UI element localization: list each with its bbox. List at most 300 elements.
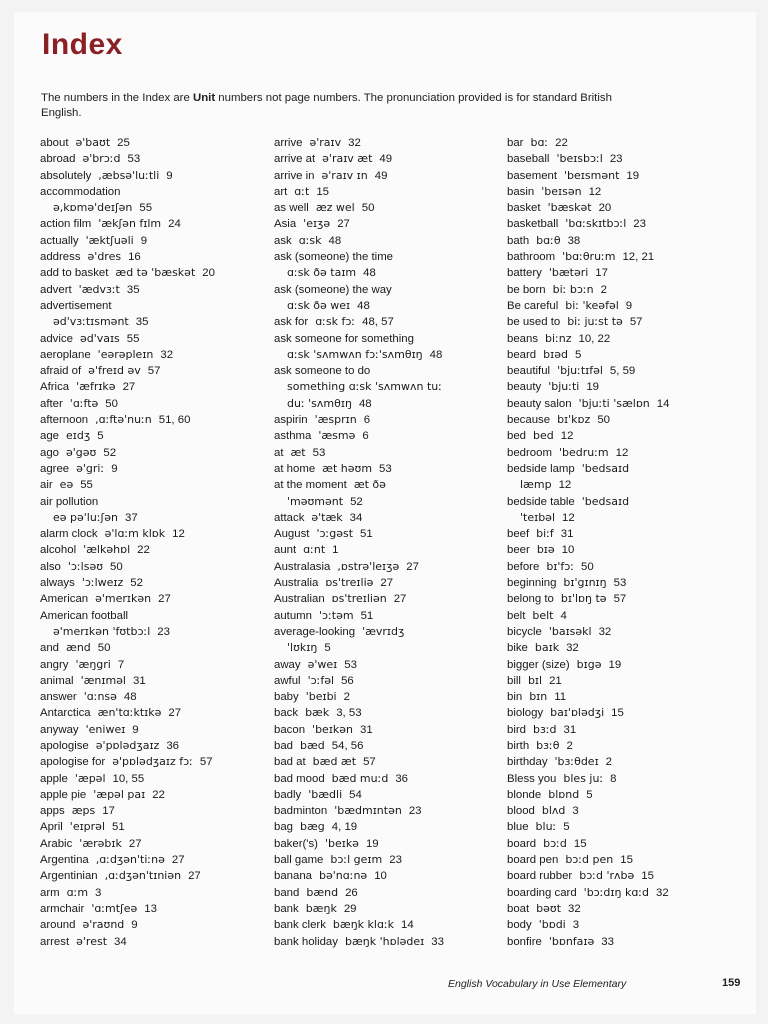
index-pronunciation: æt həʊm (322, 461, 373, 475)
index-word: ask for (274, 316, 309, 329)
index-entry (274, 298, 444, 314)
index-pronunciation: blʌd (541, 804, 566, 818)
index-pronunciation: bɔːd pen (565, 853, 614, 867)
index-unit-numbers: 4, 19 (331, 821, 358, 834)
index-pronunciation: æz wel (315, 201, 355, 215)
index-word: at (274, 446, 284, 459)
index-pronunciation: 'ɔːtəm (319, 608, 354, 622)
index-pronunciation: ə'tæk (311, 510, 343, 524)
index-word: angry (40, 658, 69, 671)
index-unit-numbers: 53 (127, 153, 141, 166)
index-word: Africa (40, 381, 70, 394)
index-pronunciation: ɑːm (66, 885, 89, 899)
index-word: ask (274, 234, 292, 247)
index-word: badly (274, 788, 302, 801)
index-pronunciation: bænd (306, 885, 339, 899)
index-word: bad at (274, 756, 306, 769)
index-unit-numbers: 5 (324, 642, 331, 655)
index-entry (40, 542, 215, 558)
index-pronunciation: 'æpəl paɪ (93, 787, 146, 801)
index-unit-numbers: 3 (572, 919, 580, 932)
index-word: board rubber (507, 870, 573, 883)
index-unit-numbers: 54, 56 (331, 739, 364, 752)
index-word: arrive (274, 137, 303, 149)
index-pronunciation: bɔːl geɪm (330, 853, 383, 867)
index-unit-numbers: 10, 55 (112, 772, 145, 785)
index-word: ask someone to do (274, 365, 371, 378)
index-unit-numbers: 49 (374, 169, 388, 182)
index-word: air pollution (40, 495, 99, 508)
index-entry (40, 314, 215, 330)
index-word: Arabic (40, 837, 73, 850)
index-entry (274, 640, 444, 656)
index-word: April (40, 821, 63, 834)
index-pronunciation: 'bɔːdɪŋ kɑːd (583, 885, 650, 899)
index-entry (40, 657, 215, 673)
index-pronunciation: ə'baʊt (75, 136, 111, 149)
index-unit-numbers: 5 (97, 430, 104, 443)
index-pronunciation: 'ɔːlweɪz (81, 576, 124, 590)
index-pronunciation: 'beɪbi (305, 690, 337, 704)
index-word: Asia (274, 218, 297, 231)
index-pronunciation: ,ɒstrə'leɪʒə (337, 559, 400, 573)
index-pronunciation: ə,kɒmə'deɪʃən (53, 201, 133, 215)
index-entry (40, 298, 215, 314)
index-word: boarding card (507, 886, 577, 899)
index-pronunciation: bɪ'gɪnɪŋ (563, 576, 607, 590)
index-word: bathroom (507, 251, 556, 264)
index-unit-numbers: 52 (130, 577, 143, 590)
index-entry (40, 526, 215, 542)
index-unit-numbers: 15 (573, 837, 587, 850)
index-entry (274, 673, 444, 689)
index-unit-numbers: 23 (389, 854, 402, 867)
index-word: animal (40, 674, 74, 687)
index-entry (274, 705, 444, 721)
index-unit-numbers: 15 (620, 854, 633, 867)
index-entry (274, 852, 444, 868)
index-entry (274, 396, 444, 412)
index-entry (274, 868, 444, 884)
index-entry (507, 314, 669, 330)
index-unit-numbers: 27 (171, 854, 185, 867)
index-entry (507, 526, 669, 542)
index-word: attack (274, 511, 305, 524)
index-pronunciation: 'ɔːfəl (307, 673, 335, 687)
index-word: body (507, 919, 532, 932)
index-pronunciation: bɔːd (543, 836, 567, 850)
index-word: at home (274, 462, 316, 475)
index-word: ball game (274, 854, 324, 867)
index-pronunciation: ,ɑːdʒən'tɪniən (104, 869, 182, 883)
index-pronunciation: 'bɑːskɪtbɔːl (565, 217, 627, 231)
index-entry (274, 591, 444, 607)
index-unit-numbers: 56 (341, 674, 354, 687)
index-entry (507, 689, 669, 705)
index-word: asthma (274, 430, 312, 443)
index-pronunciation: ɑːt (294, 184, 310, 198)
index-word: address (40, 251, 81, 264)
index-unit-numbers: 32 (160, 348, 174, 361)
index-word: Australia (274, 577, 319, 590)
index-unit-numbers: 50 (110, 560, 123, 573)
index-pronunciation: eɪdʒ (66, 429, 91, 443)
index-entry (507, 200, 669, 216)
index-unit-numbers: 38 (567, 234, 581, 247)
index-pronunciation: ə'raɪv (309, 136, 342, 149)
index-entry (40, 445, 215, 461)
index-unit-numbers: 32 (568, 902, 581, 915)
index-unit-numbers: 48 (123, 691, 137, 704)
index-unit-numbers: 27 (128, 837, 142, 850)
index-word: bonfire (507, 935, 542, 948)
index-entry (507, 624, 669, 640)
index-pronunciation: 'eɪprəl (69, 820, 106, 834)
index-pronunciation: ɑːsk fɔː (315, 315, 356, 329)
index-word: battery (507, 267, 542, 280)
index-pronunciation: 'bjuːti 'sælɒn (578, 396, 650, 410)
index-unit-numbers: 20 (598, 202, 612, 215)
index-pronunciation: ,ɑːftə'nuːn (95, 413, 152, 427)
index-entry (274, 445, 444, 461)
index-pronunciation: 'bedruːm (558, 445, 609, 459)
index-unit-numbers: 5 (563, 821, 570, 834)
index-entry (274, 510, 444, 526)
index-pronunciation: bɪl (527, 673, 543, 687)
index-entry (507, 673, 669, 689)
index-entry (274, 265, 444, 281)
index-word: alcohol (40, 544, 77, 557)
index-entry (507, 836, 669, 852)
index-word: beauty (507, 381, 542, 394)
index-unit-numbers: 31 (360, 723, 373, 736)
index-word: aspirin (274, 414, 308, 427)
index-pronunciation: 'bɜːθdeɪ (554, 755, 599, 769)
index-unit-numbers: 55 (126, 332, 140, 345)
index-pronunciation: baɪ'ɒlədʒi (550, 706, 605, 720)
footer-page-number: 159 (722, 977, 741, 989)
index-word: American football (40, 609, 129, 622)
index-entry (507, 379, 669, 395)
index-word: add to basket (40, 267, 109, 280)
index-unit-numbers: 13 (144, 902, 157, 915)
index-unit-numbers: 5 (574, 348, 582, 361)
index-unit-numbers: 50 (361, 202, 375, 215)
index-unit-numbers: 52 (103, 446, 117, 459)
index-unit-numbers: 25 (117, 137, 130, 149)
index-unit-numbers: 5, 59 (609, 365, 636, 378)
index-entry (40, 282, 215, 298)
index-entry (274, 901, 444, 917)
index-entry (40, 168, 215, 184)
index-unit-numbers: 32 (566, 642, 579, 655)
index-word: be born (507, 283, 546, 296)
index-word: birthday (507, 756, 548, 769)
index-word: baker('s) (274, 837, 318, 850)
index-word: ask someone for something (274, 332, 414, 345)
index-pronunciation: ə'weɪ (307, 657, 338, 671)
index-pronunciation: 'æfrɪkə (76, 380, 116, 394)
index-word: basketball (507, 218, 559, 231)
index-unit-numbers: 50 (97, 642, 111, 655)
index-unit-numbers: 50 (581, 560, 594, 573)
index-pronunciation: ə'griː (76, 461, 105, 475)
index-unit-numbers: 57 (199, 756, 213, 769)
index-entry (40, 852, 215, 868)
index-unit-numbers: 27 (337, 218, 350, 231)
index-word: apple (40, 772, 68, 785)
index-word: bad mood (274, 772, 325, 785)
index-unit-numbers: 17 (595, 267, 608, 280)
intro-text (41, 91, 641, 121)
index-pronunciation: eə pə'luːʃən (53, 510, 118, 524)
index-entry (274, 836, 444, 852)
index-unit-numbers: 48 (363, 267, 376, 280)
index-pronunciation: biː 'keəfəl (565, 298, 619, 312)
index-word: bigger (size) (507, 658, 570, 671)
index-entry (40, 689, 215, 705)
index-pronunciation: bæk (305, 706, 330, 720)
index-pronunciation: 'bæskət (547, 201, 592, 215)
index-word: about (40, 137, 69, 149)
index-unit-numbers: 11 (554, 691, 567, 704)
index-pronunciation: 'teɪbəl (520, 510, 555, 524)
index-entry (40, 705, 215, 721)
index-word: answer (40, 691, 77, 704)
index-word: beard (507, 348, 537, 361)
index-column-3 (507, 135, 669, 950)
index-word: apps (40, 805, 65, 818)
index-entry (507, 216, 669, 232)
index-word: ask (someone) the time (274, 251, 394, 264)
index-word: birth (507, 739, 530, 752)
index-word: bedroom (507, 446, 552, 459)
index-pronunciation: ɒs'treɪliə (325, 576, 374, 590)
index-entry (507, 640, 669, 656)
index-pronunciation: biːnz (545, 331, 572, 345)
index-pronunciation: ə'merɪkən (95, 592, 152, 606)
index-entry (40, 461, 215, 477)
intro-after: numbers not page numbers. The pronunciation provided is for standard British English. (41, 92, 612, 119)
index-word: afraid of (40, 365, 82, 378)
index-pronunciation: biːf (536, 527, 554, 541)
index-unit-numbers: 1 (332, 544, 339, 557)
index-entry (40, 673, 215, 689)
index-entry (507, 608, 669, 624)
index-entry (507, 249, 669, 265)
index-pronunciation: ænd (66, 641, 91, 655)
index-unit-numbers: 6 (362, 430, 369, 443)
index-word: apple pie (40, 788, 87, 801)
index-entry (507, 428, 669, 444)
index-unit-numbers: 23 (408, 805, 422, 818)
index-entry (40, 200, 215, 216)
index-unit-numbers: 53 (613, 577, 627, 590)
index-pronunciation: ɑːnt (303, 543, 326, 557)
index-unit-numbers: 14 (401, 919, 414, 932)
index-entry (274, 624, 444, 640)
index-word: beer (507, 544, 530, 557)
index-pronunciation: ə'brɔːd (82, 152, 121, 166)
index-pronunciation: 'ækʃən fɪlm (98, 217, 162, 231)
index-unit-numbers: 9 (111, 462, 118, 475)
index-pronunciation: 'æŋgri (75, 657, 111, 671)
index-word: bird (507, 723, 526, 736)
index-unit-numbers: 36 (166, 739, 179, 752)
index-unit-numbers: 2 (566, 739, 573, 752)
index-pronunciation: 'bætəri (548, 266, 589, 280)
index-word: after (40, 397, 63, 410)
index-unit-numbers: 31 (133, 674, 146, 687)
index-pronunciation: biː bɔːn (552, 282, 594, 296)
index-pronunciation: bæŋk (305, 901, 337, 915)
index-unit-numbers: 3 (572, 805, 579, 818)
index-word: alarm clock (40, 528, 98, 541)
index-entry (507, 184, 669, 200)
index-unit-numbers: 34 (114, 935, 127, 948)
index-pronunciation: 'beɪsbɔːl (556, 152, 603, 166)
index-unit-numbers: 26 (345, 886, 358, 899)
index-entry (40, 754, 215, 770)
index-entry (507, 934, 669, 950)
index-entry (507, 412, 669, 428)
index-unit-numbers: 9 (132, 723, 139, 736)
index-unit-numbers: 23 (609, 153, 623, 166)
index-entry (40, 836, 215, 852)
index-entry (507, 477, 669, 493)
index-entry (507, 722, 669, 738)
index-word: board (507, 837, 537, 850)
index-unit-numbers: 22 (555, 137, 568, 149)
index-pronunciation: bɑːθ (536, 233, 561, 247)
index-entry (507, 233, 669, 249)
index-pronunciation: ə'raɪv æt (322, 152, 373, 166)
index-word: Australian (274, 593, 325, 606)
index-word: Bless you (507, 772, 557, 785)
index-unit-numbers: 12 (615, 446, 629, 459)
index-unit-numbers: 37 (124, 511, 138, 524)
index-word: board pen (507, 854, 559, 867)
index-entry (40, 575, 215, 591)
index-word: because (507, 414, 551, 427)
index-word: banana (274, 870, 313, 883)
index-pronunciation: 'ɔːlsəʊ (67, 559, 104, 573)
index-pronunciation: bæŋk 'hɒlədeɪ (344, 934, 425, 948)
footer-book-title: English Vocabulary in Use Elementary (448, 978, 627, 990)
index-entry (40, 233, 215, 249)
index-entry (40, 624, 215, 640)
index-pronunciation: bɜːθ (536, 738, 560, 752)
index-unit-numbers: 48 (429, 348, 443, 361)
index-word: bank (274, 902, 299, 915)
index-word: arrive at (274, 153, 316, 166)
index-pronunciation: ɑːsk (298, 233, 322, 247)
index-pronunciation: 'æktʃuəli (85, 233, 134, 247)
index-pronunciation: something ɑːsk 'sʌmwʌn tuː (287, 380, 442, 394)
index-pronunciation: 'ælkəhɒl (83, 543, 131, 557)
index-entry (507, 461, 669, 477)
index-pronunciation: 'bedsaɪd (581, 494, 630, 508)
index-unit-numbers: 21 (549, 674, 562, 687)
index-entry (274, 200, 444, 216)
index-word: basin (507, 185, 535, 198)
index-word: bacon (274, 723, 306, 736)
index-unit-numbers: 10, 22 (578, 332, 611, 345)
index-word: badminton (274, 805, 328, 818)
index-word: Antarctica (40, 707, 91, 720)
index-word: abroad (40, 153, 76, 166)
index-word: bedside table (507, 495, 575, 508)
index-entry (274, 934, 444, 950)
index-pronunciation: bluː (535, 820, 557, 834)
index-unit-numbers: 12 (588, 185, 602, 198)
index-word: at the moment (274, 479, 347, 492)
index-unit-numbers: 33 (431, 935, 444, 948)
index-entry (507, 852, 669, 868)
index-entry (40, 885, 215, 901)
index-unit-numbers: 23 (157, 625, 170, 638)
index-entry (507, 347, 669, 363)
index-unit-numbers: 27 (380, 577, 394, 590)
index-entry (274, 526, 444, 542)
index-pronunciation: blɒnd (548, 787, 580, 801)
index-word: bed (507, 430, 527, 443)
index-unit-numbers: 51 (112, 821, 125, 834)
index-entry (274, 738, 444, 754)
index-entry (274, 608, 444, 624)
index-unit-numbers: 19 (365, 837, 379, 850)
index-pronunciation: æt (290, 445, 306, 459)
index-unit-numbers: 2 (605, 756, 613, 769)
index-word: bicycle (507, 625, 542, 638)
index-word: Argentina (40, 854, 89, 867)
index-entry (507, 168, 669, 184)
index-pronunciation: bɪ'lɒŋ tə (560, 592, 607, 606)
index-pronunciation: ə'freɪd əv (88, 364, 141, 378)
index-entry (40, 640, 215, 656)
index-unit-numbers: 55 (80, 479, 93, 492)
index-entry (507, 738, 669, 754)
index-unit-numbers: 27 (158, 593, 171, 606)
index-unit-numbers: 48 (328, 234, 342, 247)
index-word: Be careful (507, 299, 559, 312)
index-entry (274, 885, 444, 901)
index-entry (274, 657, 444, 673)
index-pronunciation: bə'nɑːnə (319, 869, 368, 883)
index-word: bath (507, 234, 530, 247)
index-pronunciation: bed (533, 429, 554, 443)
index-page (14, 12, 756, 1014)
index-pronunciation: 'eərəpleɪn (97, 347, 154, 361)
index-pronunciation: ,æbsə'luːtli (98, 168, 160, 182)
index-pronunciation: læmp (520, 478, 552, 492)
index-entry (40, 363, 215, 379)
index-unit-numbers: 2 (600, 283, 607, 296)
index-word: also (40, 560, 61, 573)
index-word: blood (507, 805, 535, 818)
index-entry (507, 591, 669, 607)
index-unit-numbers: 12, 21 (622, 251, 655, 264)
index-entry (507, 510, 669, 526)
index-word: always (40, 577, 75, 590)
index-word: and (40, 642, 60, 655)
index-column-2 (274, 135, 444, 950)
index-pronunciation: ə'merɪkən 'fʊtbɔːl (53, 624, 151, 638)
index-word: arm (40, 886, 60, 899)
index-unit-numbers: 23 (633, 218, 646, 231)
index-unit-numbers: 33 (601, 935, 614, 948)
index-word: ask (someone) the way (274, 283, 392, 296)
